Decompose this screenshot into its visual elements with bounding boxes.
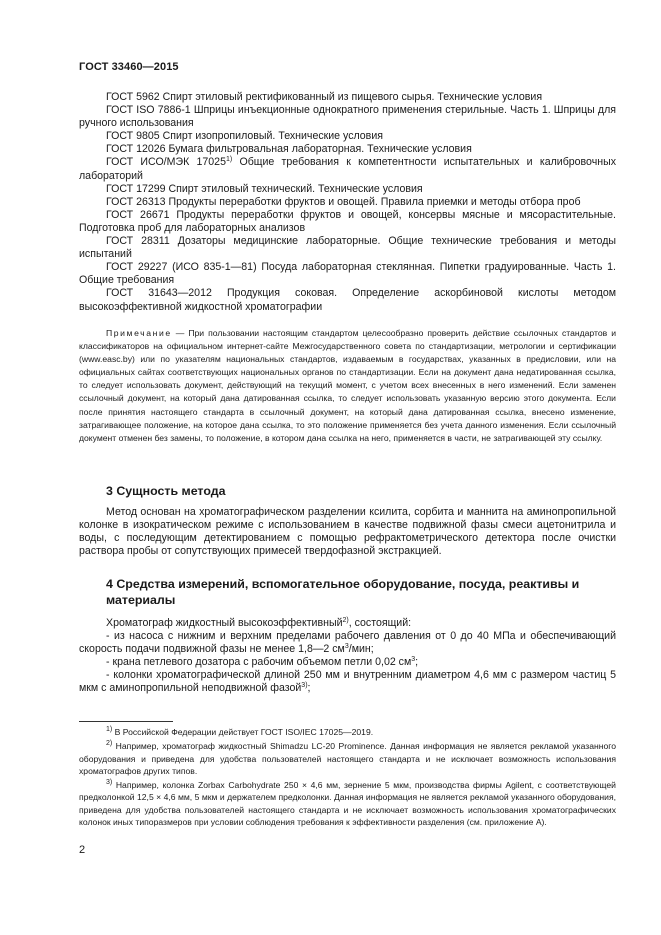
section-4-intro xyxy=(79,617,616,630)
reference-item: ГОСТ 5962 Спирт этиловый ректификованный из пищевого сырья. Технические условия xyxy=(106,91,543,103)
reference-item: ГОСТ 28311 Дозаторы медицинские лабораторные. Общие технические требования и методы испытаний xyxy=(79,235,616,261)
footnote-ref: 1) xyxy=(225,156,233,164)
page-number: 2 xyxy=(79,844,86,856)
item-text: ; xyxy=(307,682,311,695)
page-header: ГОСТ 33460—2015 xyxy=(79,61,179,73)
footnote-mark: 1) xyxy=(106,726,113,733)
equipment-item xyxy=(79,669,616,695)
equipment-item xyxy=(79,656,616,669)
reference-item: ГОСТ 29227 (ИСО 835-1—81) Посуда лабораторная стеклянная. Пипетки градуированные. Часть 1. Общие требования xyxy=(79,261,616,287)
reference-item xyxy=(79,156,616,182)
footnote xyxy=(79,726,616,738)
reference-text: Общие требования к компетентности испытательных и калибровочных лабораторий xyxy=(79,156,616,182)
footnote xyxy=(79,740,616,777)
reference-item: ГОСТ 31643—2012 Продукция соковая. Определение аскорбиновой кислоты методом высокоэффективной жидкостной хроматографии xyxy=(79,287,616,313)
superscript: 3 xyxy=(411,656,416,664)
reference-text: ГОСТ ИСО/МЭК 17025 xyxy=(106,156,226,169)
normative-references-list xyxy=(79,91,616,314)
footnote-ref: 2) xyxy=(342,617,349,624)
note-paragraph xyxy=(79,327,616,445)
item-text: /мин; xyxy=(348,643,374,656)
section-4-body xyxy=(79,617,616,696)
section-4-title: 4 Средства измерений, вспомогательное оборудование, посуда, реактивы и материалы xyxy=(106,577,580,607)
note-text: — При пользовании настоящим стандартом целесообразно проверить действие ссылочных стандартов и классификаторов на официальном интернет-сайте Межгосударственного совета по стандартизации, метрологии и сертификации (www.easc.by) или по указателям национальных стандартов, издаваемым в государствах, указанных в предисловии, или на официальных сайтах соответствующих национальных органов по стандартизации. Если на документ дана недатированная ссылка, то следует использовать документ, действующий на текущий момент, с учетом всех внесенных в него изменений. Если заменен ссылочный документ, на который дана датированная ссылка, то следует использовать указанную версию этого документа. Если после принятия настоящего стандарта в ссылочный документ, на который дана датированная ссылка, внесено изменение, затрагивающее положение, на которое дана ссылка, то это положение применяется без учета данного изменения. Если ссылочный документ отменен без замены, то положение, в котором дана ссылка на него, применяется в части, не затрагивающей эту ссылку. xyxy=(79,328,616,443)
equipment-item xyxy=(79,630,616,656)
reference-item: ГОСТ 17299 Спирт этиловый технический. Технические условия xyxy=(106,182,423,195)
footnotes xyxy=(79,726,616,830)
footnote-mark: 3) xyxy=(106,779,113,787)
item-text: - колонки хроматографической длиной 250 мм и внутренним диаметром 4,6 мм с размером частиц 5 мкм с аминопропильной неподвижной фазой xyxy=(79,669,616,695)
section-3-title: 3 Сущность метода xyxy=(106,484,226,498)
footnote-ref: 3) xyxy=(301,682,308,690)
footnote xyxy=(79,779,616,828)
footnote-mark: 2) xyxy=(106,740,113,748)
intro-text: , состоящий: xyxy=(348,617,412,629)
item-text: - крана петлевого дозатора с рабочим объемом петли 0,02 см xyxy=(106,656,412,669)
section-3-text: Метод основан на хроматографическом разделении ксилита, сорбита и маннита на аминопропильной колонке в изократическом режиме с использованием в качестве подвижной фазы смеси ацетонитрила и воды, с последующим детектированием с помощью рефрактометрического детектора после очистки раствора пробы от сопутствующих примесей твердофазной экстракцией. xyxy=(79,506,616,558)
reference-item: ГОСТ ISO 7886-1 Шприцы инъекционные однократного применения стерильные. Часть 1. Шприцы для ручного использования xyxy=(79,104,616,130)
reference-item: ГОСТ 26313 Продукты переработки фруктов и овощей. Правила приемки и методы отбора проб xyxy=(106,195,581,208)
reference-item: ГОСТ 9805 Спирт изопропиловый. Технические условия xyxy=(106,130,383,143)
note-label: Примечание xyxy=(106,328,172,338)
footnote-text: В Российской Федерации действует ГОСТ ISO/IEC 17025—2019. xyxy=(112,727,374,737)
item-text: - из насоса с нижним и верхним пределами рабочего давления от 0 до 40 МПа и обеспечивающий скорость подачи подвижной фазы не менее 1,8—2 см xyxy=(79,630,616,656)
reference-item: ГОСТ 26671 Продукты переработки фруктов и овощей, консервы мясные и мясорастительные. Подготовка проб для лабораторных анализов xyxy=(79,208,616,234)
footnote-text: Например, хроматограф жидкостный Shimadzu LC-20 Prominence. Данная информация не является рекламой указанного оборудования и приведена для удобства пользователей настоящего стандарта и не исключает возможность использования хроматографов других типов. xyxy=(79,741,616,776)
intro-text: Хроматограф жидкостный высокоэффективный xyxy=(106,617,343,629)
footnote-divider xyxy=(79,721,173,722)
item-text: ; xyxy=(415,656,419,669)
footnote-text: Например, колонка Zorbax Carbohydrate 250 × 4,6 мм, зернение 5 мкм, производства фирмы Agilent, с соответствующей предколонкой 12,5 × 4,6 мм, 5 мкм и держателем предколонки. Данная информация не является рекламой указанного оборудования, приведена для удобства пользователей настоящего стандарта и не исключает возможность использования хроматографических колонок иных типоразмеров при условии соблюдения требования к эффективности разделения (см. приложение А). xyxy=(79,780,616,828)
reference-item: ГОСТ 12026 Бумага фильтровальная лабораторная. Технические условия xyxy=(106,143,472,156)
superscript: 3 xyxy=(344,643,349,651)
section-3-body xyxy=(79,506,616,558)
